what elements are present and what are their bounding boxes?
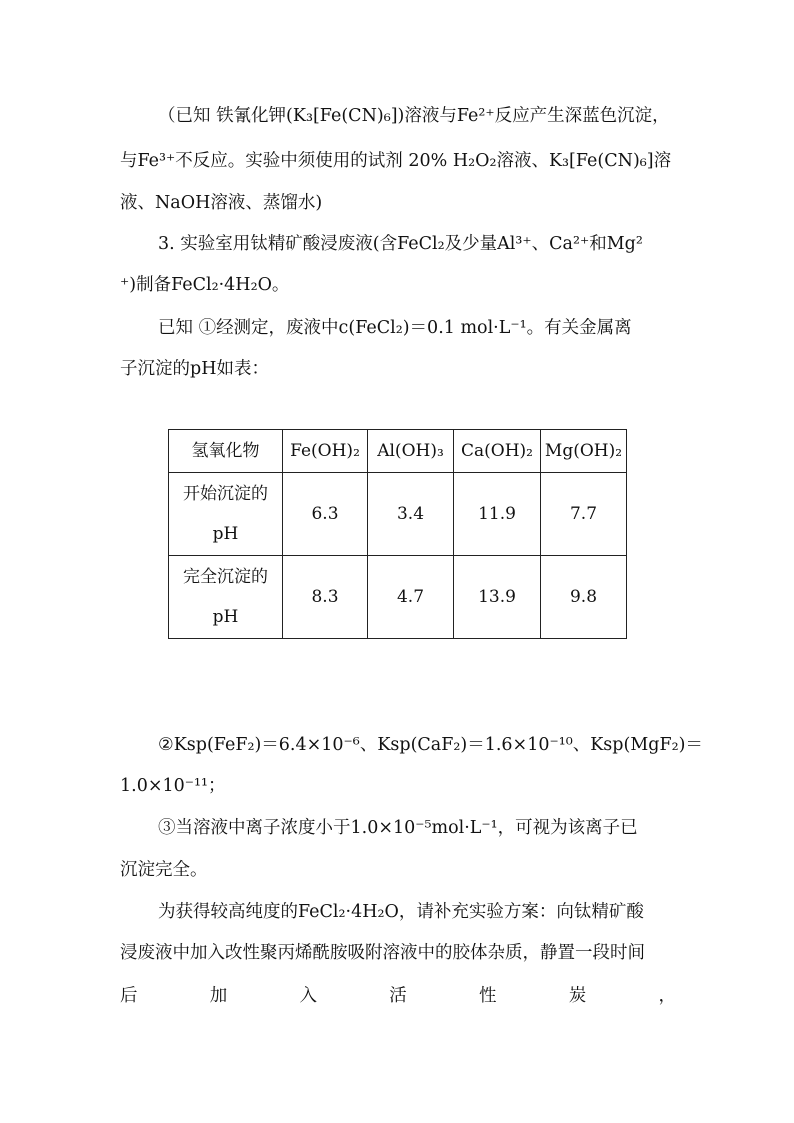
known-3-line-1: ③当溶液中离子浓度小于1.0×10⁻⁵mol·L⁻¹，可视为该离子已 [158, 818, 638, 838]
table-cell: 4.7 [368, 556, 454, 639]
table-cell: 9.8 [541, 556, 627, 639]
task-word: 炭 [568, 986, 587, 1006]
table-cell: 3.4 [368, 473, 454, 556]
task-word: ， [658, 986, 676, 1006]
row-label [169, 473, 283, 556]
table-cell: 7.7 [541, 473, 627, 556]
row-label-line: 开始沉淀的 [183, 484, 268, 504]
precipitation-ph-table [168, 429, 627, 639]
task-word: 加 [209, 986, 228, 1006]
table-header-cell: Fe(OH)₂ [283, 430, 368, 473]
table-row [169, 473, 627, 556]
known-2-line-1: ②Ksp(FeF₂)＝6.4×10⁻⁶、Ksp(CaF₂)＝1.6×10⁻¹⁰、Ksp(MgF₂)＝ [158, 735, 703, 755]
known-1-line-2: 子沉淀的pH如表： [120, 359, 269, 379]
row-label-line: pH [212, 607, 239, 627]
table-header-row [169, 430, 627, 473]
intro-line-2: 与Fe³⁺不反应。实验中须使用的试剂 20% H₂O₂溶液、K₃[Fe(CN)₆]溶 [120, 151, 672, 171]
table-header-cell: 氢氧化物 [169, 430, 283, 473]
question-3-line-2: ⁺)制备FeCl₂·4H₂O。 [120, 275, 290, 295]
row-label [169, 556, 283, 639]
task-word: 活 [389, 986, 407, 1006]
row-label-line: pH [212, 524, 239, 544]
table-cell: 6.3 [283, 473, 368, 556]
known-1-line-1: 已知 ①经测定，废液中c(FeCl₂)＝0.1 mol·L⁻¹。有关金属离 [158, 318, 632, 338]
task-line-2: 浸废液中加入改性聚丙烯酰胺吸附溶液中的胶体杂质，静置一段时间 [120, 943, 645, 963]
task-word: 后 [120, 986, 138, 1006]
task-word: 性 [479, 986, 497, 1006]
table-header-cell: Mg(OH)₂ [541, 430, 627, 473]
table-cell: 8.3 [283, 556, 368, 639]
intro-line-1: （已知 铁氰化钾(K₃[Fe(CN)₆])溶液与Fe²⁺反应产生深蓝色沉淀， [158, 106, 670, 126]
known-3-line-2: 沉淀完全。 [120, 860, 208, 880]
table-header-cell: Al(OH)₃ [368, 430, 454, 473]
table-row [169, 556, 627, 639]
known-2-line-2: 1.0×10⁻¹¹； [120, 776, 226, 796]
row-label-line: 完全沉淀的 [183, 567, 268, 587]
table-cell: 11.9 [454, 473, 541, 556]
task-word: 入 [299, 986, 317, 1006]
table-cell: 13.9 [454, 556, 541, 639]
question-3-line-1: 3. 实验室用钛精矿酸浸废液(含FeCl₂及少量Al³⁺、Ca²⁺和Mg² [158, 234, 643, 254]
task-line-1: 为获得较高纯度的FeCl₂·4H₂O，请补充实验方案：向钛精矿酸 [158, 902, 644, 922]
task-line-3 [120, 983, 676, 1009]
intro-line-3: 液、NaOH溶液、蒸馏水) [120, 193, 323, 213]
table-header-cell: Ca(OH)₂ [454, 430, 541, 473]
